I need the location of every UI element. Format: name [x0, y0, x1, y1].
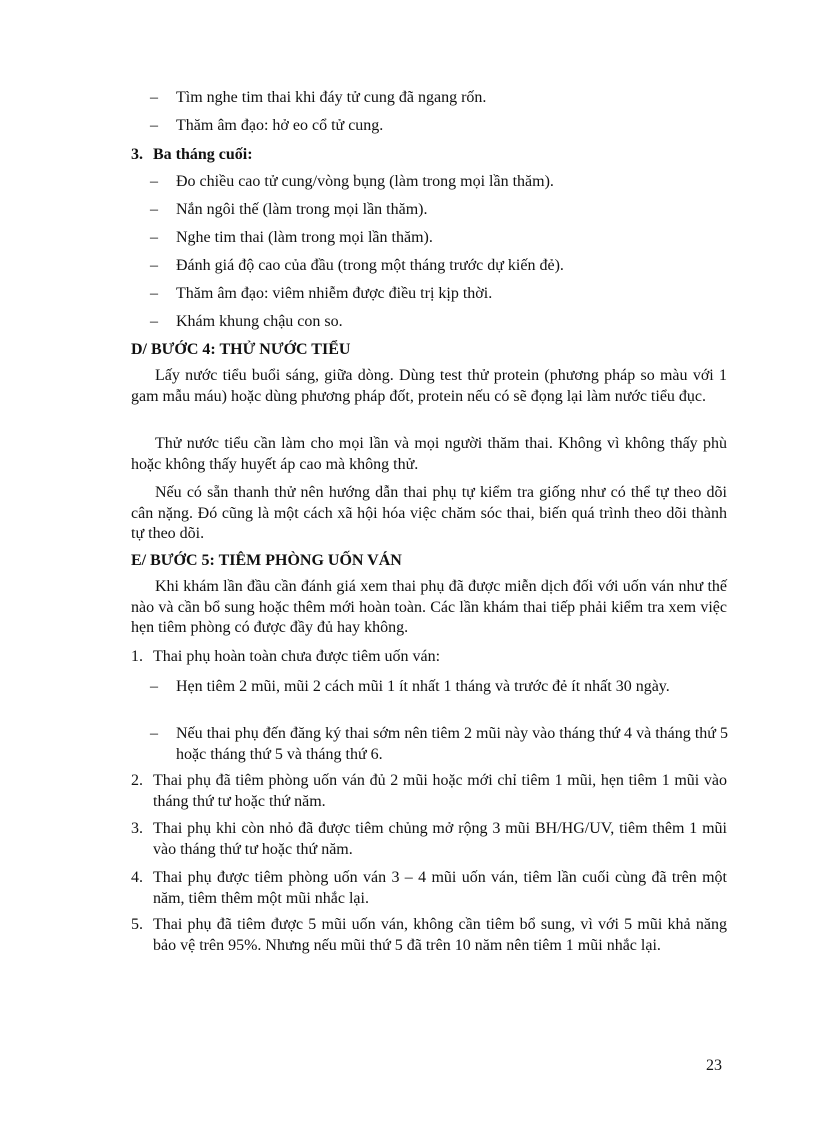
subsection-number: 3.: [131, 146, 143, 163]
numbered-item: [131, 818, 727, 860]
list-item: [150, 256, 730, 276]
subsection-heading: [131, 145, 253, 165]
list-item: [150, 172, 730, 192]
dash-bullet: –: [150, 725, 158, 742]
list-item-text: Thăm âm đạo: viêm nhiễm được điều trị kịp thời.: [176, 285, 493, 302]
dash-bullet: –: [150, 229, 158, 246]
dash-bullet: –: [150, 257, 158, 274]
list-item: [150, 228, 730, 248]
page-number: 23: [706, 1057, 722, 1074]
paragraph: Thử nước tiểu cần làm cho mọi lần và mọi người thăm thai. Không vì không thấy phù hoặc không thấy huyết áp cao mà không thử.: [131, 435, 727, 473]
item-text: Thai phụ được tiêm phòng uốn ván 3 – 4 mũi uốn ván, tiêm lần cuối cùng đã trên một năm, tiêm thêm một mũi nhắc lại.: [153, 869, 727, 907]
list-item: [150, 723, 728, 765]
list-item-text: Đánh giá độ cao của đầu (trong một tháng trước dự kiến đẻ).: [176, 257, 564, 274]
paragraph: Lấy nước tiểu buổi sáng, giữa dòng. Dùng test thử protein (phương pháp so màu với 1 gam mẫu máu) hoặc dùng phương pháp đốt, protein nếu có sẽ đọng lại làm nước tiểu đục.: [131, 367, 727, 405]
list-item: [150, 312, 730, 332]
list-item-text: Nếu thai phụ đến đăng ký thai sớm nên tiêm 2 mũi này vào tháng thứ 4 và tháng thứ 5 hoặc tháng thứ 5 và tháng thứ 6.: [176, 725, 728, 763]
section-heading-e: E/ BƯỚC 5: TIÊM PHÒNG UỐN VÁN: [131, 552, 402, 569]
numbered-item: [131, 914, 727, 956]
list-item-text: Khám khung chậu con so.: [176, 313, 343, 330]
list-item: [150, 88, 730, 108]
list-item-text: Đo chiều cao tử cung/vòng bụng (làm trong mọi lần thăm).: [176, 173, 554, 190]
item-text: Thai phụ hoàn toàn chưa được tiêm uốn ván:: [153, 648, 441, 665]
dash-bullet: –: [150, 678, 158, 695]
paragraph: Khi khám lần đầu cần đánh giá xem thai phụ đã được miễn dịch đối với uốn ván như thế nào và cần bổ sung hoặc thêm mới hoàn toàn. Các lần khám thai tiếp phải kiểm tra xem việc hẹn tiêm phòng có được đầy đủ hay không.: [131, 578, 727, 636]
section-heading-d: D/ BƯỚC 4: THỬ NƯỚC TIỂU: [131, 341, 351, 358]
item-number: 4.: [131, 869, 143, 886]
list-item: [150, 200, 730, 220]
list-item-text: Thăm âm đạo: hở eo cổ tử cung.: [176, 117, 384, 134]
numbered-item: [131, 867, 727, 909]
list-item: [150, 284, 730, 304]
list-item-text: Tìm nghe tim thai khi đáy tử cung đã ngang rốn.: [176, 89, 487, 106]
paragraph: Nếu có sẵn thanh thử nên hướng dẫn thai phụ tự kiểm tra giống như có thể tự theo dõi cân nặng. Đó cũng là một cách xã hội hóa việc chăm sóc thai, biến quá trình theo dõi thành tự theo dõi.: [131, 484, 727, 542]
dash-bullet: –: [150, 173, 158, 190]
item-text: Thai phụ khi còn nhỏ đã được tiêm chủng mở rộng 3 mũi BH/HG/UV, tiêm thêm 1 mũi vào tháng thứ tư hoặc thứ năm.: [153, 820, 727, 858]
dash-bullet: –: [150, 285, 158, 302]
item-number: 3.: [131, 820, 143, 837]
subsection-title: Ba tháng cuối:: [153, 146, 253, 163]
dash-bullet: –: [150, 201, 158, 218]
item-number: 2.: [131, 772, 143, 789]
list-item: [150, 116, 730, 136]
list-item-text: Nghe tim thai (làm trong mọi lần thăm).: [176, 229, 433, 246]
item-text: Thai phụ đã tiêm được 5 mũi uốn ván, không cần tiêm bổ sung, vì với 5 mũi khả năng bảo vệ trên 95%. Nhưng nếu mũi thứ 5 đã trên 10 năm nên tiêm 1 mũi nhắc lại.: [153, 916, 727, 954]
item-number: 1.: [131, 648, 143, 665]
numbered-item: [131, 646, 727, 667]
list-item-text: Hẹn tiêm 2 mũi, mũi 2 cách mũi 1 ít nhất 1 tháng và trước đẻ ít nhất 30 ngày.: [176, 678, 670, 695]
list-item: [150, 676, 728, 697]
list-item-text: Nắn ngôi thế (làm trong mọi lần thăm).: [176, 201, 428, 218]
numbered-item: [131, 770, 727, 812]
dash-bullet: –: [150, 89, 158, 106]
dash-bullet: –: [150, 313, 158, 330]
item-text: Thai phụ đã tiêm phòng uốn ván đủ 2 mũi hoặc mới chỉ tiêm 1 mũi, hẹn tiêm 1 mũi vào tháng thứ tư hoặc thứ năm.: [153, 772, 727, 810]
dash-bullet: –: [150, 117, 158, 134]
item-number: 5.: [131, 916, 143, 933]
